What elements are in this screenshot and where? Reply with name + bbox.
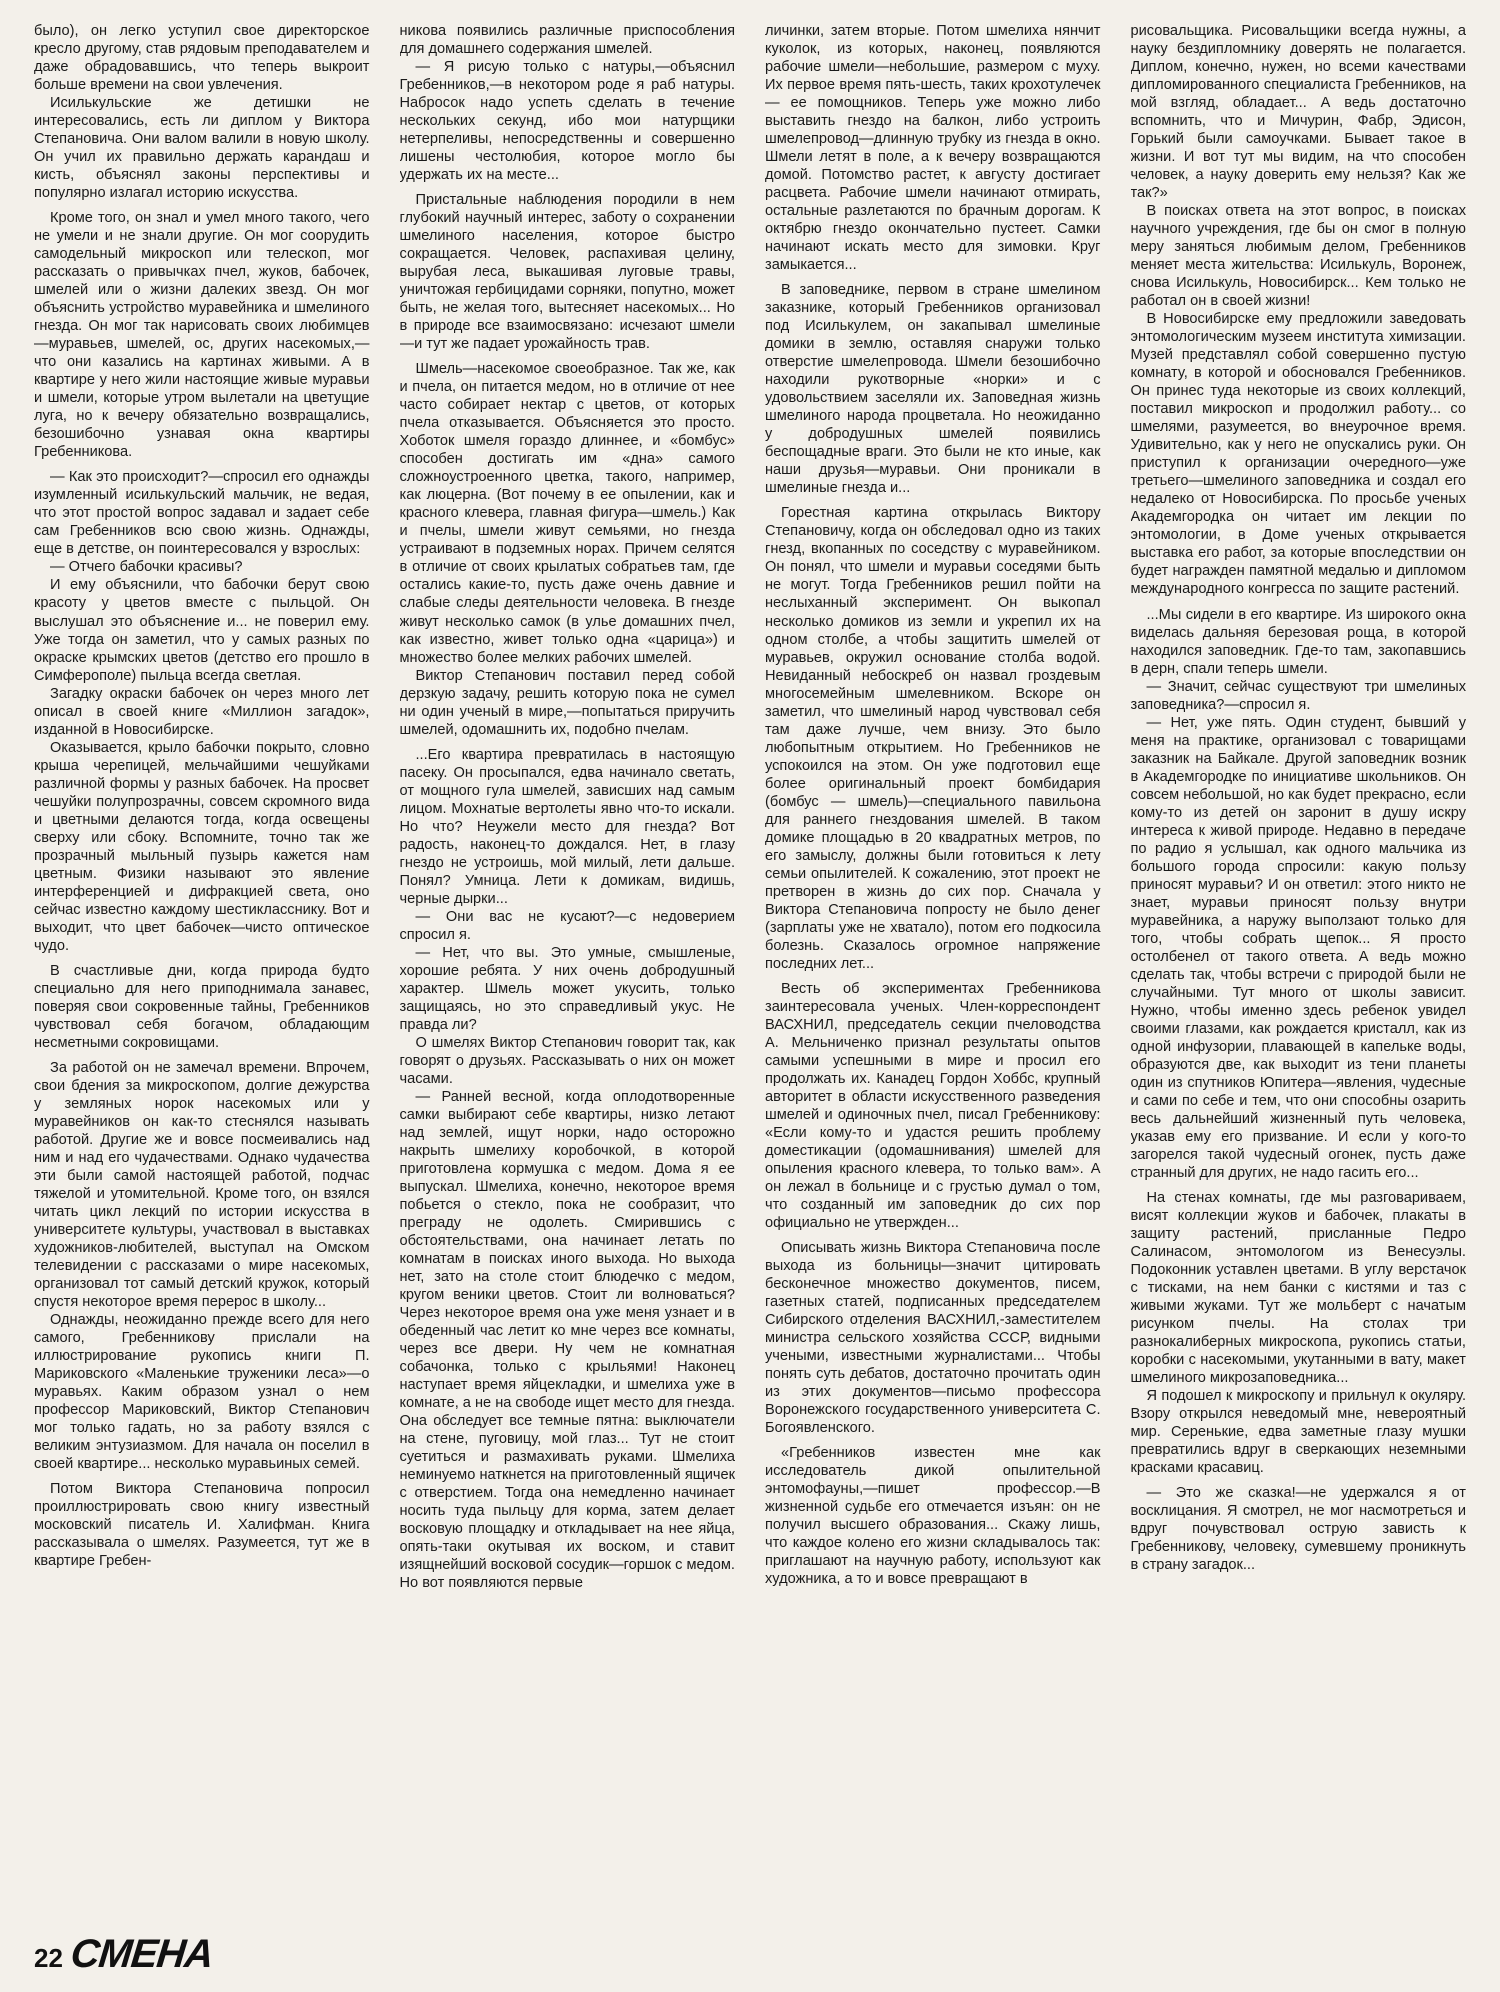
paragraph: Я подошел к микроскопу и прильнул к окуляру. Взору открылся неведомый мне, невероятный мир. Серенькие, едва заметные глазу мушки превратились вдруг в сверкающих неземными красками красавиц.	[1130, 1388, 1466, 1477]
paragraph: «Гребенников известен мне как исследователь дикой опылительной энтомофауны,—пишет профессор.—В жизненной судьбе его отмечается изъян: он не получил высшего образования... Скажу лишь, что каждое колено его жизни складывалось так: приглашают на научную работу, используют как художника, а то и вовсе превращают в	[765, 1445, 1101, 1588]
paragraph: В счастливые дни, когда природа будто специально для него приподнимала занавес, поверяя свои сокровенные тайны, Гребенников чувствовал себя богачом, обладающим несметными сокровищами.	[34, 962, 370, 1051]
paragraph: рисовальщика. Рисовальщики всегда нужны, а науку бездипломнику доверять не полагается. Диплом, конечно, нужен, но всеми качествами дипломированного специалиста Гребенников, на мой взгляд, обладает... А ведь достаточно вспомнить, что и Мичурин, Фабр, Эдисон, Горький были самоучками. Бывает такое в жизни. И вот тут мы видим, на что способен человек, а науку доверить ему нельзя? Как же так?»	[1130, 23, 1466, 202]
paragraph: — Значит, сейчас существуют три шмелиных заповедника?—спросил я.	[1130, 678, 1466, 713]
paragraph: было), он легко уступил свое директорское кресло другому, став рядовым преподавателем и даже обрадовавшись, что теперь выкроит больше времени на свои увлечения.	[34, 23, 370, 94]
paragraph: — Это же сказка!—не удержался я от восклицания. Я смотрел, не мог насмотреться и вдруг почувствовал острую зависть к Гребенникову, человеку, сумевшему проникнуть в страну загадок...	[1130, 1485, 1466, 1574]
paragraph: Кроме того, он знал и умел много такого, чего не умели и не знали другие. Он мог соорудить самодельный микроскоп или телескоп, мог рассказать о привычках пчел, жуков, бабочек, шмелей или о жизни далеких звезд. Он мог объяснить устройство муравейника и шмелиного гнезда. Он мог так нарисовать своих любимцев—муравьев, шмелей, ос, других насекомых,—что они казались на картинах живыми. А в квартире у него жили настоящие живые муравьи и шмели, которые утром вылетали на цветущие луга, но к вечеру обязательно возвращались, безошибочно узнавая окна квартиры Гребенникова.	[34, 210, 370, 461]
magazine-logo: СМЕНА	[68, 1932, 215, 1976]
page-footer	[34, 1934, 213, 1974]
column-1	[34, 22, 370, 1917]
paragraph: Загадку окраски бабочек он через много лет описал в своей книге «Миллион загадок», изданной в Новосибирске.	[34, 685, 370, 738]
column-4	[1131, 22, 1467, 1917]
paragraph: И ему объяснили, что бабочки берут свою красоту у цветов вместе с пыльцой. Он выслушал это объяснение и... не поверил ему. Уже тогда он заметил, что у самых разных по окраске крымских цветов (детство его прошло в Симферополе) пыльца всегда светлая.	[34, 577, 370, 684]
paragraph: На стенах комнаты, где мы разговариваем, висят коллекции жуков и бабочек, плакаты в защиту растений, присланные Педро Салинасом, энтомологом из Венесуэлы. Подоконник уставлен цветами. В углу верстачок с тисками, на нем банки с кистями и таз с живыми жуками. Тут же мольберт с начатым рисунком пчелы. На столах три разнокалиберных микроскопа, рукопись статьи, коробки с насекомыми, укутанными в вату, макет шмелиного микрозаповедника...	[1130, 1190, 1466, 1387]
paragraph: Описывать жизнь Виктора Степановича после выхода из больницы—значит цитировать бесконечное множество документов, писем, газетных статей, подписанных председателем Сибирского отделения ВАСХНИЛ,-заместителем министра сельского хозяйства СССР, видными учеными, известными журналистами... Чтобы понять суть дебатов, достаточно прочитать один из этих документов—письмо профессора Воронежского государственного университета С. Богоявленского.	[765, 1240, 1101, 1437]
paragraph: — Нет, уже пять. Один студент, бывший у меня на практике, организовал с товарищами заказник на Байкале. Другой заповедник возник в Академгородке по инициативе школьников. Он совсем небольшой, но как будет прекрасно, если кому-то из детей он заронит в душу искру интереса к живой природе. Недавно в передаче по радио я услышал, как одного мальчика из большого города спросили: какую пользу приносят муравьи? И он ответил: этого никто не знает, муравьи приносят пользу внутри муравейника, а наружу выползают только для того, чтобы собрать щепок... Я просто остолбенел от такого ответа. А ведь можно сделать так, чтобы встречи с природой были не случайными. Тут много от школы зависит. Нужно, чтобы именно здесь ребенок увидел своими глазами, как рождается кристалл, как из одной инфузории, плавающей в капельке воды, образуются две, как выходит из тени планеты один из спутников Юпитера—явления, чудесные и сами по себе и тем, что они способны озарить весь дальнейший жизненный путь человека, указав ему его призвание. И если у кого-то загорелся такой чудесный огонек, пусть даже странный для других, не надо гасить его...	[1130, 714, 1466, 1181]
paragraph: За работой он не замечал времени. Впрочем, свои бдения за микроскопом, долгие дежурства у земляных норок насекомых или у муравейников он как-то стеснялся называть работой. Другие же и вовсе посмеивались над ним и над его чудачествами. Однако чудачества эти были самой настоящей работой, подчас тяжелой и утомительной. Кроме того, он взялся читать цикл лекций по истории искусства в университете культуры, участвовал в выставках художников-любителей, выступал на Омском телевидении с рассказами о мире насекомых, организовал тот самый детский кружок, который спустя некоторое время перерос в школу...	[34, 1059, 370, 1311]
paragraph: Пристальные наблюдения породили в нем глубокий научный интерес, заботу о сохранении шмелиного населения, которое быстро сокращается. Человек, распахивая целину, вырубая леса, выкашивая луговые травы, уничтожая гербицидами сорняки, попутно, может быть, не желая того, вытесняет насекомых... Но в природе все взаимосвязано: исчезают шмели—и тут же падает урожайность трав.	[399, 192, 735, 353]
paragraph: личинки, затем вторые. Потом шмелиха нянчит куколок, из которых, наконец, появляются рабочие шмели—небольшие, размером с муху. Их первое время пять-шесть, таких крохотулечек — ее помощников. Теперь уже можно либо выставить гнездо на балкон, либо устроить шмелепровод—длинную трубку из гнезда в окно. Шмели летят в поле, а к вечеру возвращаются домой. Потомство растет, к августу достигает расцвета. Рабочие шмели начинают отмирать, остальные разлетаются по брачным дорогам. К октябрю гнездо окончательно пустеет. Самки начинают искать место для зимовки. Круг замыкается...	[765, 23, 1101, 274]
paragraph: Исилькульские же детишки не интересовались, есть ли диплом у Виктора Степановича. Они валом валили в новую школу. Он учил их правильно держать карандаш и кисть, объяснял законы перспективы и популярно излагал историю искусства.	[34, 95, 370, 202]
paragraph: ...Его квартира превратилась в настоящую пасеку. Он просыпался, едва начинало светать, от мощного гула шмелей, зависших над самым лицом. Мохнатые вертолеты явно что-то искали. Но что? Неужели место для гнезда? Вот радость, наконец-то дождался. Нет, в глазу гнездо не устроишь, мой милый, лети дальше. Понял? Умница. Лети к домикам, видишь, черные дырки...	[399, 746, 735, 907]
article-columns	[34, 22, 1466, 1917]
paragraph: В заповеднике, первом в стране шмелином заказнике, который Гребенников организовал под Исилькулем, он закапывал шмелиные домики в землю, оставляя снаружи только отверстие шмелепровода. Шмели безошибочно находили рукотворные «норки» и с удовольствием заселяли их. Заповедная жизнь шмелиного народа процветала. Но неожиданно у добродушных шмелей появились беспощадные враги. Это были не кто иные, как наши друзья—муравьи. Они проникали в шмелиные гнезда и...	[765, 282, 1101, 497]
paragraph: — Я рисую только с натуры,—объяснил Гребенников,—в некотором роде я раб натуры. Набросок надо успеть сделать в течение нескольких секунд, ибо мои натурщики нетерпеливы, непосредственны и совершенно лишены честолюбия, которое могло бы удержать их на месте...	[399, 59, 735, 184]
column-2	[400, 22, 736, 1917]
paragraph: — Ранней весной, когда оплодотворенные самки выбирают себе квартиры, низко летают над землей, ищут норки, надо осторожно накрыть шмелиху коробочкой, в которой приготовлена кормушка с медом. Дома я ее выпускал. Шмелиха, конечно, некоторое время побьется о стекло, пока не сообразит, что преграду не одолеть. Смирившись с обстоятельствами, она начинает летать по комнатам в поисках иного выхода. Но выхода нет, зато на столе стоит блюдечко с медом, кругом веники цветов. Стоит ли волноваться? Через некоторое время она уже меня узнает и в обеденный час летит ко мне через все комнаты, через все двери. Ну чем не комнатная собачонка, только с крыльями! Наконец наступает время яйцекладки, и шмелиха уже в комнате, а не на свободе ищет место для гнезда. Она обследует все темные пятна: выключатели на стене, пуговицу, мой глаз... Тут не стоит суетиться и размахивать руками. Шмелиха неминуемо наткнется на приготовленный ящичек с отверстием. Тогда она немедленно начинает носить туда пыльцу для корма, затем делает восковую площадку и откладывает на нее яйца, опять-таки окутывая их воском, и ставит изящнейший восковой сосудик—горшок с медом. Но вот появляются первые	[399, 1088, 735, 1592]
paragraph: Шмель—насекомое своеобразное. Так же, как и пчела, он питается медом, но в отличие от нее часто собирает нектар с цветов, от которых пчела отказывается. Объясняется это просто. Хоботок шмеля гораздо длиннее, и «бомбус» способен достигать им «дна» самого сложноустроенного цветка, такого, например, как люцерна. (Вот почему в ее опылении, как и красного клевера, главная фигура—шмель.) Как и пчелы, шмели живут семьями, но гнезда устраивают в подземных норах. Причем селятся в отличие от своих крылатых собратьев там, где остались какие-то, пусть даже очень давние и слабые следы деятельности человека. В гнезде живут несколько самок (в улье домашних пчел, как известно, живет только одна «царица») и множество более мелких рабочих шмелей.	[399, 361, 735, 666]
paragraph: Потом Виктора Степановича попросил проиллюстрировать свою книгу известный московский писатель И. Халифман. Книга рассказывала о шмелях. Разумеется, тут же в квартире Гребен-	[34, 1481, 370, 1570]
paragraph: В Новосибирске ему предложили заведовать энтомологическим музеем института химизации. Музей представлял собой совершенно пустую комнату, в которой и обосновался Гребенников. Он принес туда некоторые из своих коллекций, поставил микроскоп и продолжил работу... со шмелями, разумеется, во внеурочное время. Удивительно, как у него не опускались руки. Он приступил к организации очередного—уже третьего—шмелиного заповедника и создал его недалеко от Новосибирска. По просьбе ученых Академгородка он читает им лекции по энтомологии, в Доме ученых открывается выставка его работ, за которые впоследствии он будет награжден памятной медалью и дипломом международного конгресса по защите растений.	[1130, 311, 1466, 598]
paragraph: В поисках ответа на этот вопрос, в поисках научного учреждения, где бы он смог в полную меру заняться любимым делом, Гребенников меняет места жительства: Исилькуль, Воронеж, снова Исилькуль, Новосибирск... Кем только не работал он в своей жизни!	[1130, 203, 1466, 310]
column-3	[765, 22, 1101, 1917]
paragraph: никова появились различные приспособления для домашнего содержания шмелей.	[399, 23, 735, 58]
paragraph: Однажды, неожиданно прежде всего для него самого, Гребенникову прислали на иллюстрирование рукопись книги П. Мариковского «Маленькие труженики леса»—о муравьях. Каким образом узнал о нем профессор Мариковский, Виктор Степанович мог только гадать, но за работу взялся с великим энтузиазмом. Для начала он поселил в своей квартире... несколько муравьиных семей.	[34, 1312, 370, 1473]
paragraph: — Отчего бабочки красивы?	[50, 559, 243, 576]
paragraph: — Как это происходит?—спросил его однажды изумленный исилькульский мальчик, не ведая, что этот простой вопрос задавал и задает себе сам Гребенников всю свою жизнь. Однажды, еще в детстве, он поинтересовался у взрослых:	[34, 469, 370, 558]
paragraph: — Они вас не кусают?—с недоверием спросил я.	[399, 908, 735, 943]
paragraph: — Нет, что вы. Это умные, смышленые, хорошие ребята. У них очень добродушный характер. Шмель может укусить, только защищаясь, но это справедливый укус. Не правда ли?	[399, 944, 735, 1033]
paragraph: Оказывается, крыло бабочки покрыто, словно крыша черепицей, мельчайшими чешуйками различной формы у разных бабочек. На просвет чешуйки полупрозрачны, совсем скромного вида и цветными делаются тогда, когда освещены сверху или сбоку. Вспомните, точно так же прозрачный мыльный пузырь кажется нам цветным. Физики называют это явление интерференцией и дифракцией света, оно сейчас известно каждому шестикласснику. Вот и выходит, что цвет бабочек—чисто оптическое чудо.	[34, 739, 370, 954]
paragraph: ...Мы сидели в его квартире. Из широкого окна виделась дальняя березовая роща, в которой находился заповедник. Где-то там, закопавшись в дерн, спали теперь шмели.	[1130, 606, 1466, 677]
page-number: 22	[34, 1943, 63, 1973]
paragraph: О шмелях Виктор Степанович говорит так, как говорят о друзьях. Рассказывать о них он может часами.	[399, 1034, 735, 1087]
paragraph: Весть об экспериментах Гребенникова заинтересовала ученых. Член-корреспондент ВАСХНИЛ, председатель секции пчеловодства А. Мельниченко признал результаты опытов самыми успешными в мире и просил его продолжать их. Канадец Гордон Хоббс, крупный авторитет в области искусственного разведения шмелей и одиночных пчел, писал Гребенникову: «Если кому-то и удастся решить проблему доместикации (одомашнивания) шмелей для опыления красного клевера, то только вам». А он лежал в больнице и с грустью думал о том, что созданный им заповедник до сих пор официально не утвержден...	[765, 980, 1101, 1232]
paragraph: Виктор Степанович поставил перед собой дерзкую задачу, решить которую пока не сумел ни один ученый в мире,—попытаться приручить шмелей, одомашнить их, подобно пчелам.	[399, 667, 735, 738]
paragraph: Горестная картина открылась Виктору Степановичу, когда он обследовал одно из таких гнезд, вкопанных по соседству с муравейником. Он понял, что шмели и муравьи соседями быть не могут. Тогда Гребенников решил пойти на неслыханный эксперимент. Он выкопал несколько домиков из земли и укрепил их на одном столбе, а чтобы защитить шмелей от муравьев, окружил основание столба водой. Невиданный небоскреб он назвал гроздевым многосемейным шмелевником. Вскоре он заметил, что шмелиный народ чувствовал себя там даже лучше, чем внизу. Это было любопытным открытием. Но Гребенников не успокоился на этом. Он уже подготовил еще более оригинальный проект бомбидария (бомбус — шмель)—специального павильона для раннего гнездования шмелей. В таком домике площадью в 20 квадратных метров, по его замыслу, должны были готовиться к лету семьи опылителей. К сожалению, этот проект не претворен в жизнь до сих пор. Сначала у Виктора Степановича попросту не было денег (зарплаты уже не хватало), потом его подкосила болезнь. Сказалось огромное напряжение последних лет...	[765, 505, 1101, 972]
